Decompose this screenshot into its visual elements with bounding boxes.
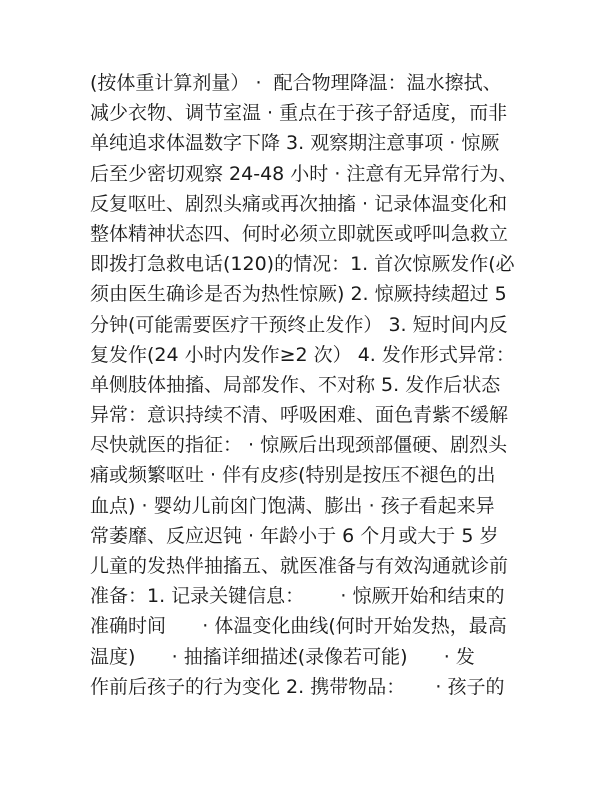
- text-line: 尽快就医的指征： · 惊厥后出现颈部僵硬、剧烈头: [90, 434, 508, 457]
- text-line: 反复呕吐、剧烈头痛或再次抽搐 · 记录体温变化和: [90, 192, 508, 215]
- text-line: 后至少密切观察 24-48 小时 · 注意有无异常行为、: [90, 162, 518, 185]
- text-line: 分钟(可能需要医疗干预终止发作） 3. 短时间内反: [90, 313, 508, 336]
- text-line: 常萎靡、反应迟钝 · 年龄小于 6 个月或大于 5 岁: [90, 524, 499, 547]
- text-line: 作前后孩子的行为变化 2. 携带物品： · 孩子的: [90, 675, 505, 698]
- text-line: 异常：意识持续不清、呼吸困难、面色青紫不缓解: [90, 404, 509, 427]
- text-line: 准确时间 · 体温变化曲线(何时开始发热，最高: [90, 615, 507, 638]
- text-line: 温度) · 抽搐详细描述(录像若可能) · 发: [90, 645, 475, 668]
- text-line: 血点) · 婴幼儿前囟门饱满、膨出 · 孩子看起来异: [90, 494, 495, 517]
- text-line: 单纯追求体温数字下降 3. 观察期注意事项 · 惊厥: [90, 132, 500, 155]
- text-line: 即拨打急救电话(120)的情况：1. 首次惊厥发作(必: [90, 253, 515, 276]
- text-line: 须由医生确诊是否为热性惊厥) 2. 惊厥持续超过 5: [90, 283, 507, 306]
- text-line: 儿童的发热伴抽搐五、就医准备与有效沟通就诊前: [90, 555, 509, 577]
- text-line: 准备：1. 记录关键信息： · 惊厥开始和结束的: [90, 585, 505, 608]
- text-line: 减少衣物、调节室温 · 重点在于孩子舒适度，而非: [90, 102, 508, 125]
- body-text: [90, 68, 530, 702]
- text-line: 单侧肢体抽搐、局部发作、不对称 5. 发作后状态: [90, 373, 501, 396]
- text-line: 整体精神状态四、何时必须立即就医或呼叫急救立: [90, 222, 509, 245]
- text-line: 痛或频繁呕吐 · 伴有皮疹(特别是按压不褪色的出: [90, 464, 496, 487]
- text-line: (按体重计算剂量） · 配合物理降温：温水擦拭、: [90, 72, 502, 94]
- text-line: 复发作(24 小时内发作≥2 次） 4. 发作形式异常：: [90, 343, 515, 366]
